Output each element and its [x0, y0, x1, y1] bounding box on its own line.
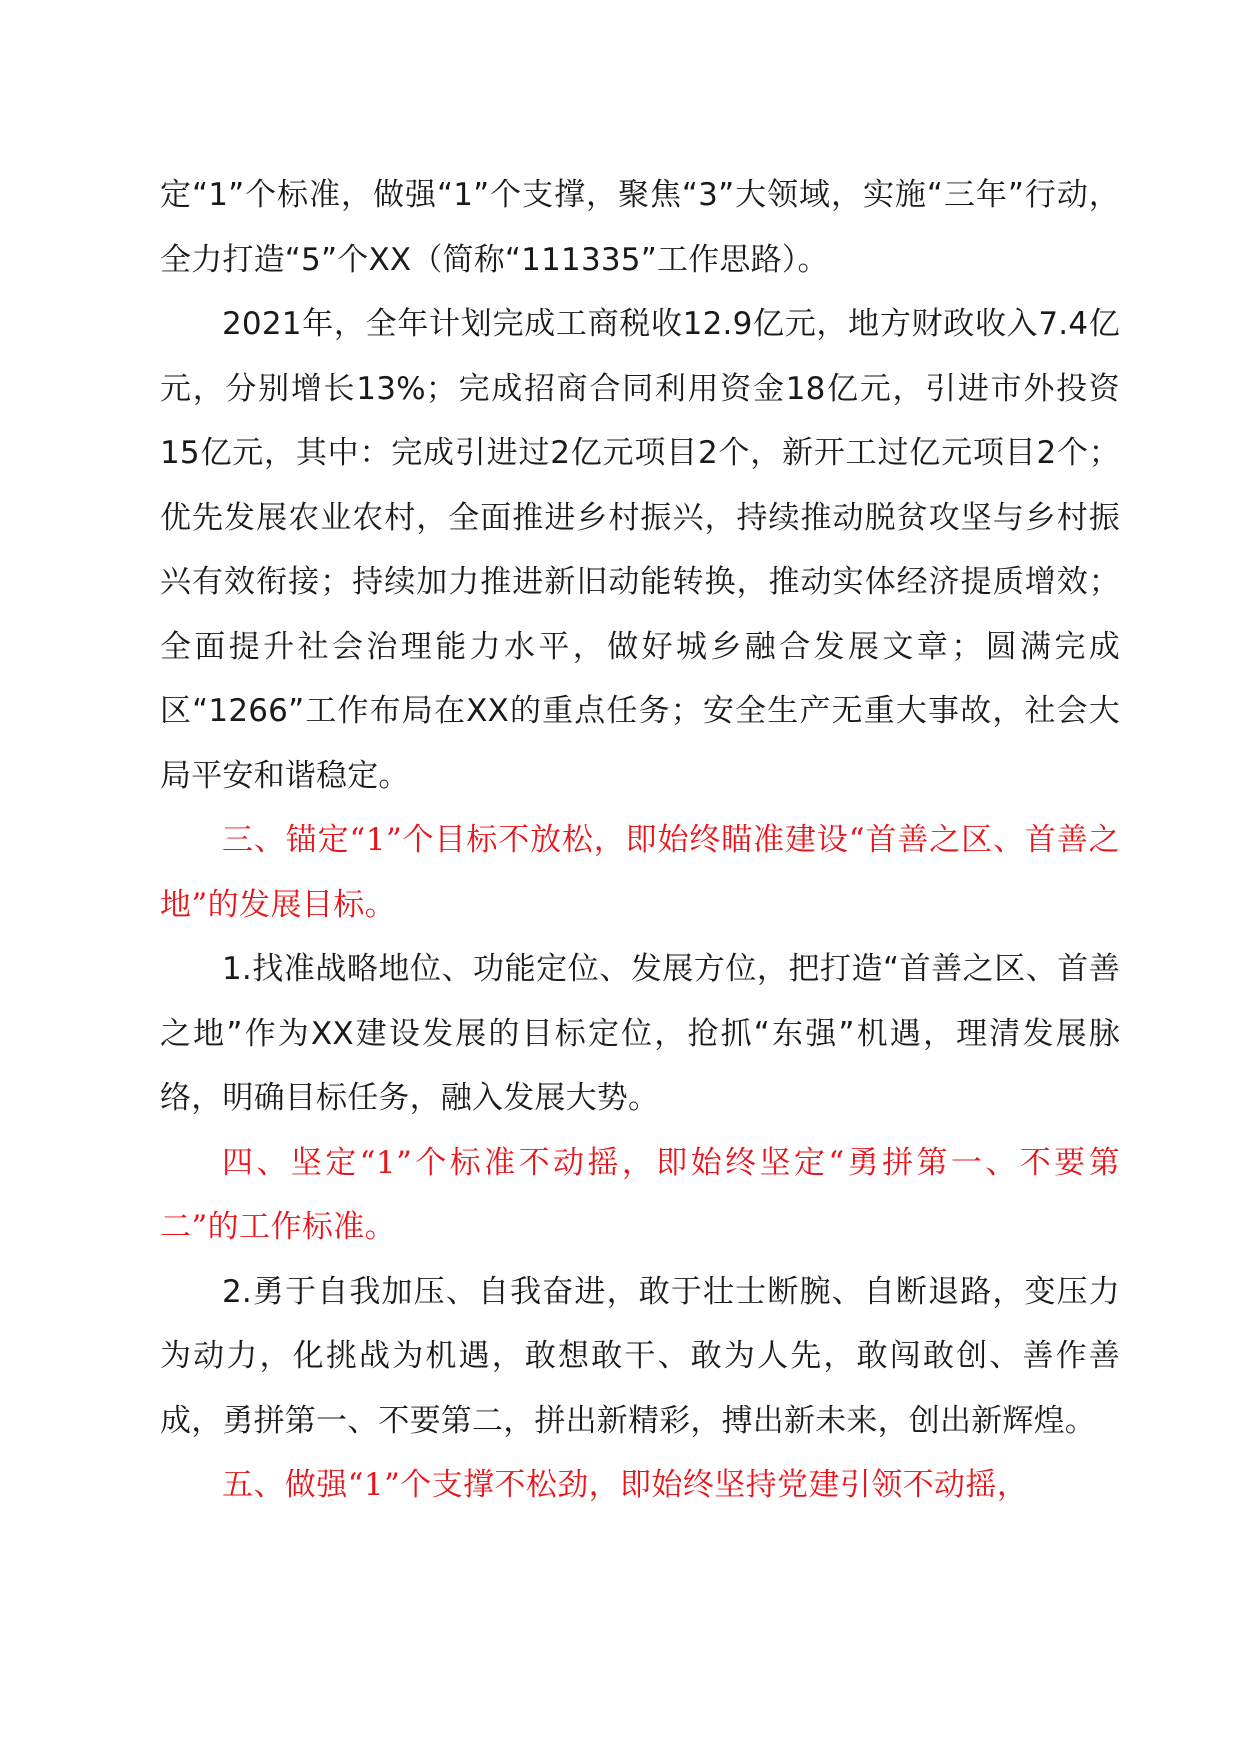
- section-heading-five: 五、做强“1”个支撑不松劲，即始终坚持党建引领不动摇，: [222, 1467, 1029, 1503]
- paragraph-annual-targets: 2021年，全年计划完成工商税收12.9亿元，地方财政收入7.4亿元，分别增长13%；完成招商合同利用资金18亿元，引进市外投资15亿元，其中：完成引进过2亿元项目2个，新开工过亿元项目2个；优先发展农业农村，全面推进乡村振兴，持续推动脱贫攻坚与乡村振兴有效衔接；持续加力推进新旧动能转换，推动实体经济提质增效；全面提升社会治理能力水平，做好城乡融合发展文章；圆满完成区“1266”工作布局在XX的重点任务；安全生产无重大事故，社会大局平安和谐稳定。: [160, 306, 1120, 794]
- document-body: [160, 163, 1120, 1518]
- section-heading-four: 四、坚定“1”个标准不动摇，即始终坚定“勇拼第一、不要第二”的工作标准。: [160, 1144, 1120, 1245]
- paragraph-continuation: 定“1”个标准，做强“1”个支撑，聚焦“3”大领域，实施“三年”行动，全力打造“5”个XX（简称“111335”工作思路）。: [160, 177, 1120, 278]
- paragraph-item-1: 1.找准战略地位、功能定位、发展方位，把打造“首善之区、首善之地”作为XX建设发展的目标定位，抢抓“东强”机遇，理清发展脉络，明确目标任务，融入发展大势。: [160, 951, 1120, 1116]
- paragraph-item-2: 2.勇于自我加压、自我奋进，敢于壮士断腕、自断退路，变压力为动力，化挑战为机遇，敢想敢干、敢为人先，敢闯敢创、善作善成，勇拼第一、不要第二，拼出新精彩，搏出新未来，创出新辉煌。: [160, 1273, 1120, 1439]
- section-heading-three: 三、锚定“1”个目标不放松，即始终瞄准建设“首善之区、首善之地”的发展目标。: [160, 822, 1120, 923]
